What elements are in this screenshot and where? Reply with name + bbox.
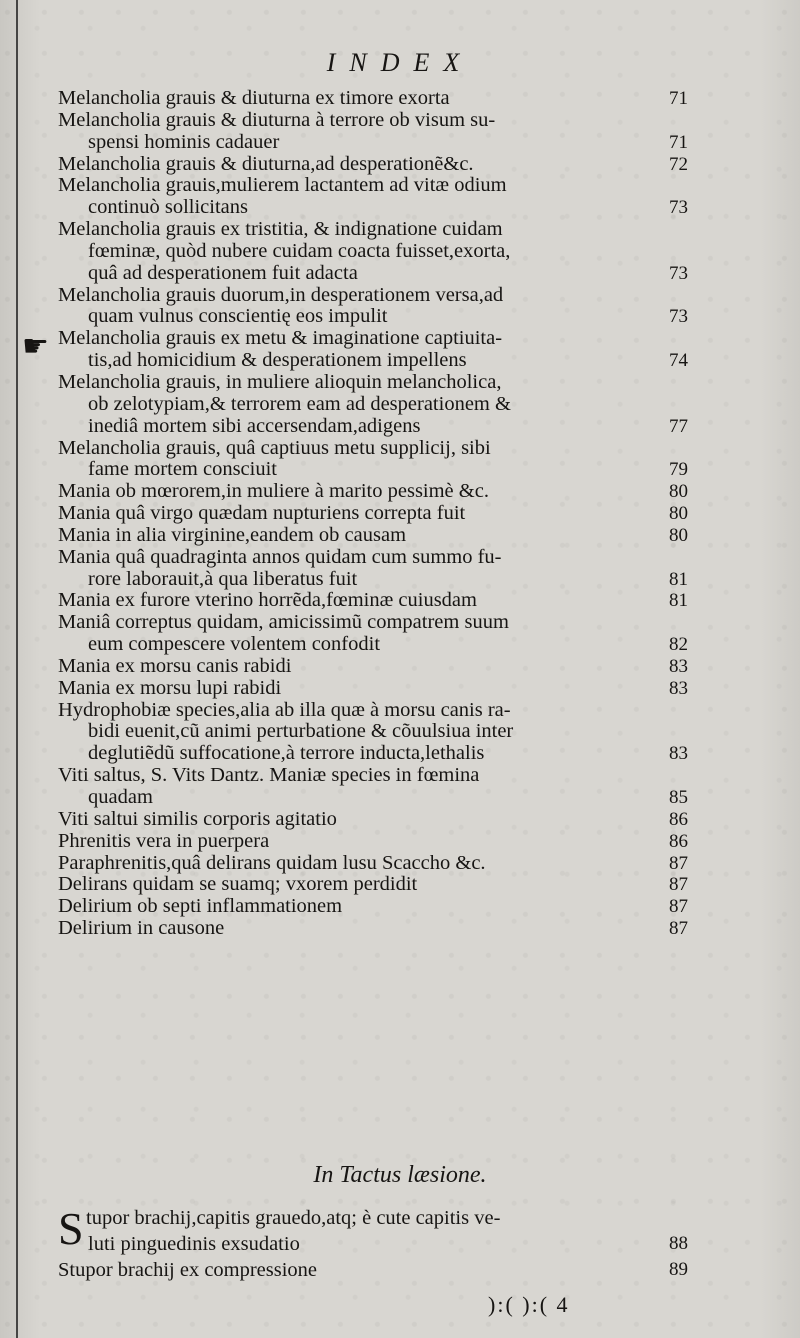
entry-text: Melancholia grauis & diuturna,ad desperationẽ&c.	[58, 152, 474, 175]
entry-text: deglutiẽdũ suffocatione,à terrore inducta,lethalis	[88, 742, 485, 765]
signature-mark: ):( ):( 4	[488, 1292, 570, 1317]
entry-text: Stupor brachij ex compressione	[58, 1259, 318, 1281]
index-entry-line	[58, 547, 688, 569]
entry-text: ob zelotypiam,& terrorem eam ad desperationem &	[88, 392, 511, 415]
index-entry-line	[58, 874, 688, 896]
entry-text: Delirans quidam se suamq; vxorem perdidit	[58, 873, 418, 896]
entry-text: inediâ mortem sibi accersendam,adigens	[88, 414, 421, 437]
entry-text: Mania quâ virgo quædam nupturiens correpta fuit	[58, 502, 466, 525]
index-entry-line	[58, 569, 688, 591]
entry-text: Mania quâ quadraginta annos quidam cum summo fu-	[58, 545, 502, 568]
page-number: 73	[669, 197, 688, 219]
index-entry-line	[58, 612, 688, 634]
page-number: 87	[669, 852, 688, 874]
entry-text: fame mortem consciuit	[88, 458, 277, 481]
entry-text: Melancholia grauis & diuturna ex timore exorta	[58, 87, 450, 109]
page-number: 82	[669, 634, 688, 656]
entry-text: Melancholia grauis,mulierem lactantem ad vitæ odium	[58, 174, 507, 197]
index-entry-line	[58, 372, 688, 394]
entry-text: Maniâ correptus quidam, amicissimũ compatrem suum	[58, 611, 509, 634]
page-number: 87	[669, 896, 688, 918]
index-entry-line	[58, 656, 688, 678]
index-entry-line	[58, 110, 688, 132]
page-number: 86	[669, 830, 688, 852]
page-number: 83	[669, 743, 688, 765]
page-number: 73	[669, 306, 688, 328]
page-number: 81	[669, 590, 688, 612]
page-number: 71	[669, 131, 688, 153]
index-entry-line	[58, 438, 688, 460]
index-entry-line	[58, 896, 688, 918]
entry-text: continuò sollicitans	[88, 196, 248, 219]
page-number: 74	[669, 350, 688, 372]
entry-text: eum compescere volentem confodit	[88, 633, 381, 656]
entry-text: Melancholia grauis, quâ captiuus metu supplicij, sibi	[58, 436, 491, 459]
page-header: INDEX	[326, 48, 474, 77]
page-number: 88	[669, 1233, 688, 1254]
entry-text: Hydrophobiæ species,alia ab illa quæ à morsu canis ra-	[58, 698, 511, 721]
entry-text: Mania ex morsu lupi rabidi	[58, 676, 282, 699]
pointing-hand-icon: ☛	[22, 330, 49, 363]
index-entry-line	[58, 175, 688, 197]
entry-text: Melancholia grauis ex tristitia, & indignatione cuidam	[58, 218, 503, 241]
page-edge-line	[16, 0, 18, 1338]
page-number: 73	[669, 262, 688, 284]
index-entry-line	[58, 154, 688, 176]
section-entry-line	[58, 1231, 688, 1257]
index-entry-line	[58, 590, 688, 612]
index-entry-line	[58, 525, 688, 547]
section-title: In Tactus læsione.	[313, 1162, 487, 1188]
entry-text: tupor brachij,capitis grauedo,atq; è cute capitis ve-	[86, 1207, 501, 1229]
entry-text: Delirium in causone	[58, 917, 225, 940]
page-number: 72	[669, 153, 688, 175]
entry-text: Paraphrenitis,quâ delirans quidam lusu Scaccho &c.	[58, 851, 486, 874]
index-entry-line	[58, 285, 688, 307]
entry-text: Mania in alia virginine,eandem ob causam	[58, 523, 407, 546]
index-entry-line	[58, 306, 688, 328]
entry-text: quâ ad desperationem fuit adacta	[88, 261, 358, 284]
entry-text: tis,ad homicidium & desperationem impellens	[88, 349, 467, 372]
index-entry-line	[58, 241, 688, 263]
index-entry-line	[58, 481, 688, 503]
page-number: 83	[669, 677, 688, 699]
entry-text: fœminæ, quòd nubere cuidam coacta fuisset,exorta,	[88, 239, 511, 262]
index-entry-line	[58, 678, 688, 700]
index-entry-line	[58, 197, 688, 219]
page-number: 79	[669, 459, 688, 481]
index-entry-line	[58, 853, 688, 875]
entry-text: Delirium ob septi inflammationem	[58, 895, 343, 918]
page-number: 86	[669, 808, 688, 830]
index-entry-line	[58, 263, 688, 285]
index-entry-line	[58, 88, 688, 110]
entry-text: rore laborauit,à qua liberatus fuit	[88, 567, 358, 590]
entry-text: Viti saltus, S. Vits Dantz. Maniæ species in fœmina	[58, 764, 480, 787]
entry-text: Phrenitis vera in puerpera	[58, 829, 270, 852]
section-entry-line	[58, 1257, 688, 1283]
entry-text: Mania ob mœrorem,in muliere à marito pessimè &c.	[58, 480, 489, 503]
index-entry-line	[58, 809, 688, 831]
index-entry-line	[58, 787, 688, 809]
page-number: 77	[669, 415, 688, 437]
entry-text: quadam	[88, 786, 153, 808]
index-entry-line	[58, 328, 688, 350]
index-entry-line	[58, 350, 688, 372]
page-number: 71	[669, 88, 688, 109]
index-entry-line	[58, 831, 688, 853]
page-number: 80	[669, 524, 688, 546]
index-entry-line	[58, 743, 688, 765]
entry-text: Melancholia grauis & diuturna à terrore ob visum su-	[58, 108, 496, 131]
index-entry-line	[58, 721, 688, 743]
index-entry-line	[58, 394, 688, 416]
index-entry-line	[58, 765, 688, 787]
entry-text: Viti saltui similis corporis agitatio	[58, 807, 337, 830]
page-number: 80	[669, 503, 688, 525]
page-number: 85	[669, 787, 688, 808]
entry-text: Melancholia grauis, in muliere alioquin melancholica,	[58, 370, 502, 393]
entry-text: Melancholia grauis duorum,in desperationem versa,ad	[58, 283, 504, 306]
index-entry-line	[58, 416, 688, 438]
index-entry-line	[58, 459, 688, 481]
entry-text: Mania ex morsu canis rabidi	[58, 654, 292, 677]
page-number: 87	[669, 918, 688, 940]
index-entry-line	[58, 918, 688, 940]
index-entry-line	[58, 132, 688, 154]
index-entry-line	[58, 634, 688, 656]
page-number: 80	[669, 481, 688, 503]
page-number: 81	[669, 568, 688, 590]
index-entry-line	[58, 503, 688, 525]
drop-cap: S	[58, 1203, 84, 1254]
entry-text: Mania ex furore vterino horrẽda,fœminæ cuiusdam	[58, 589, 477, 612]
entry-text: luti pinguedinis exsudatio	[88, 1233, 300, 1255]
page-number: 83	[669, 655, 688, 677]
index-entry-line	[58, 700, 688, 722]
index-entry-line	[58, 219, 688, 241]
entry-text: spensi hominis cadauer	[88, 130, 280, 153]
entry-text: bidi euenit,cũ animi perturbatione & cõuulsiua inter	[88, 720, 514, 743]
index-entries	[58, 88, 688, 940]
section-entry-line	[58, 1205, 688, 1231]
page-number: 87	[669, 874, 688, 896]
section-entries	[58, 1205, 688, 1283]
entry-text: Melancholia grauis ex metu & imaginatione captiuita-	[58, 327, 503, 350]
entry-text: quam vulnus conscientię eos impulit	[88, 305, 388, 328]
page-number: 89	[669, 1259, 688, 1280]
